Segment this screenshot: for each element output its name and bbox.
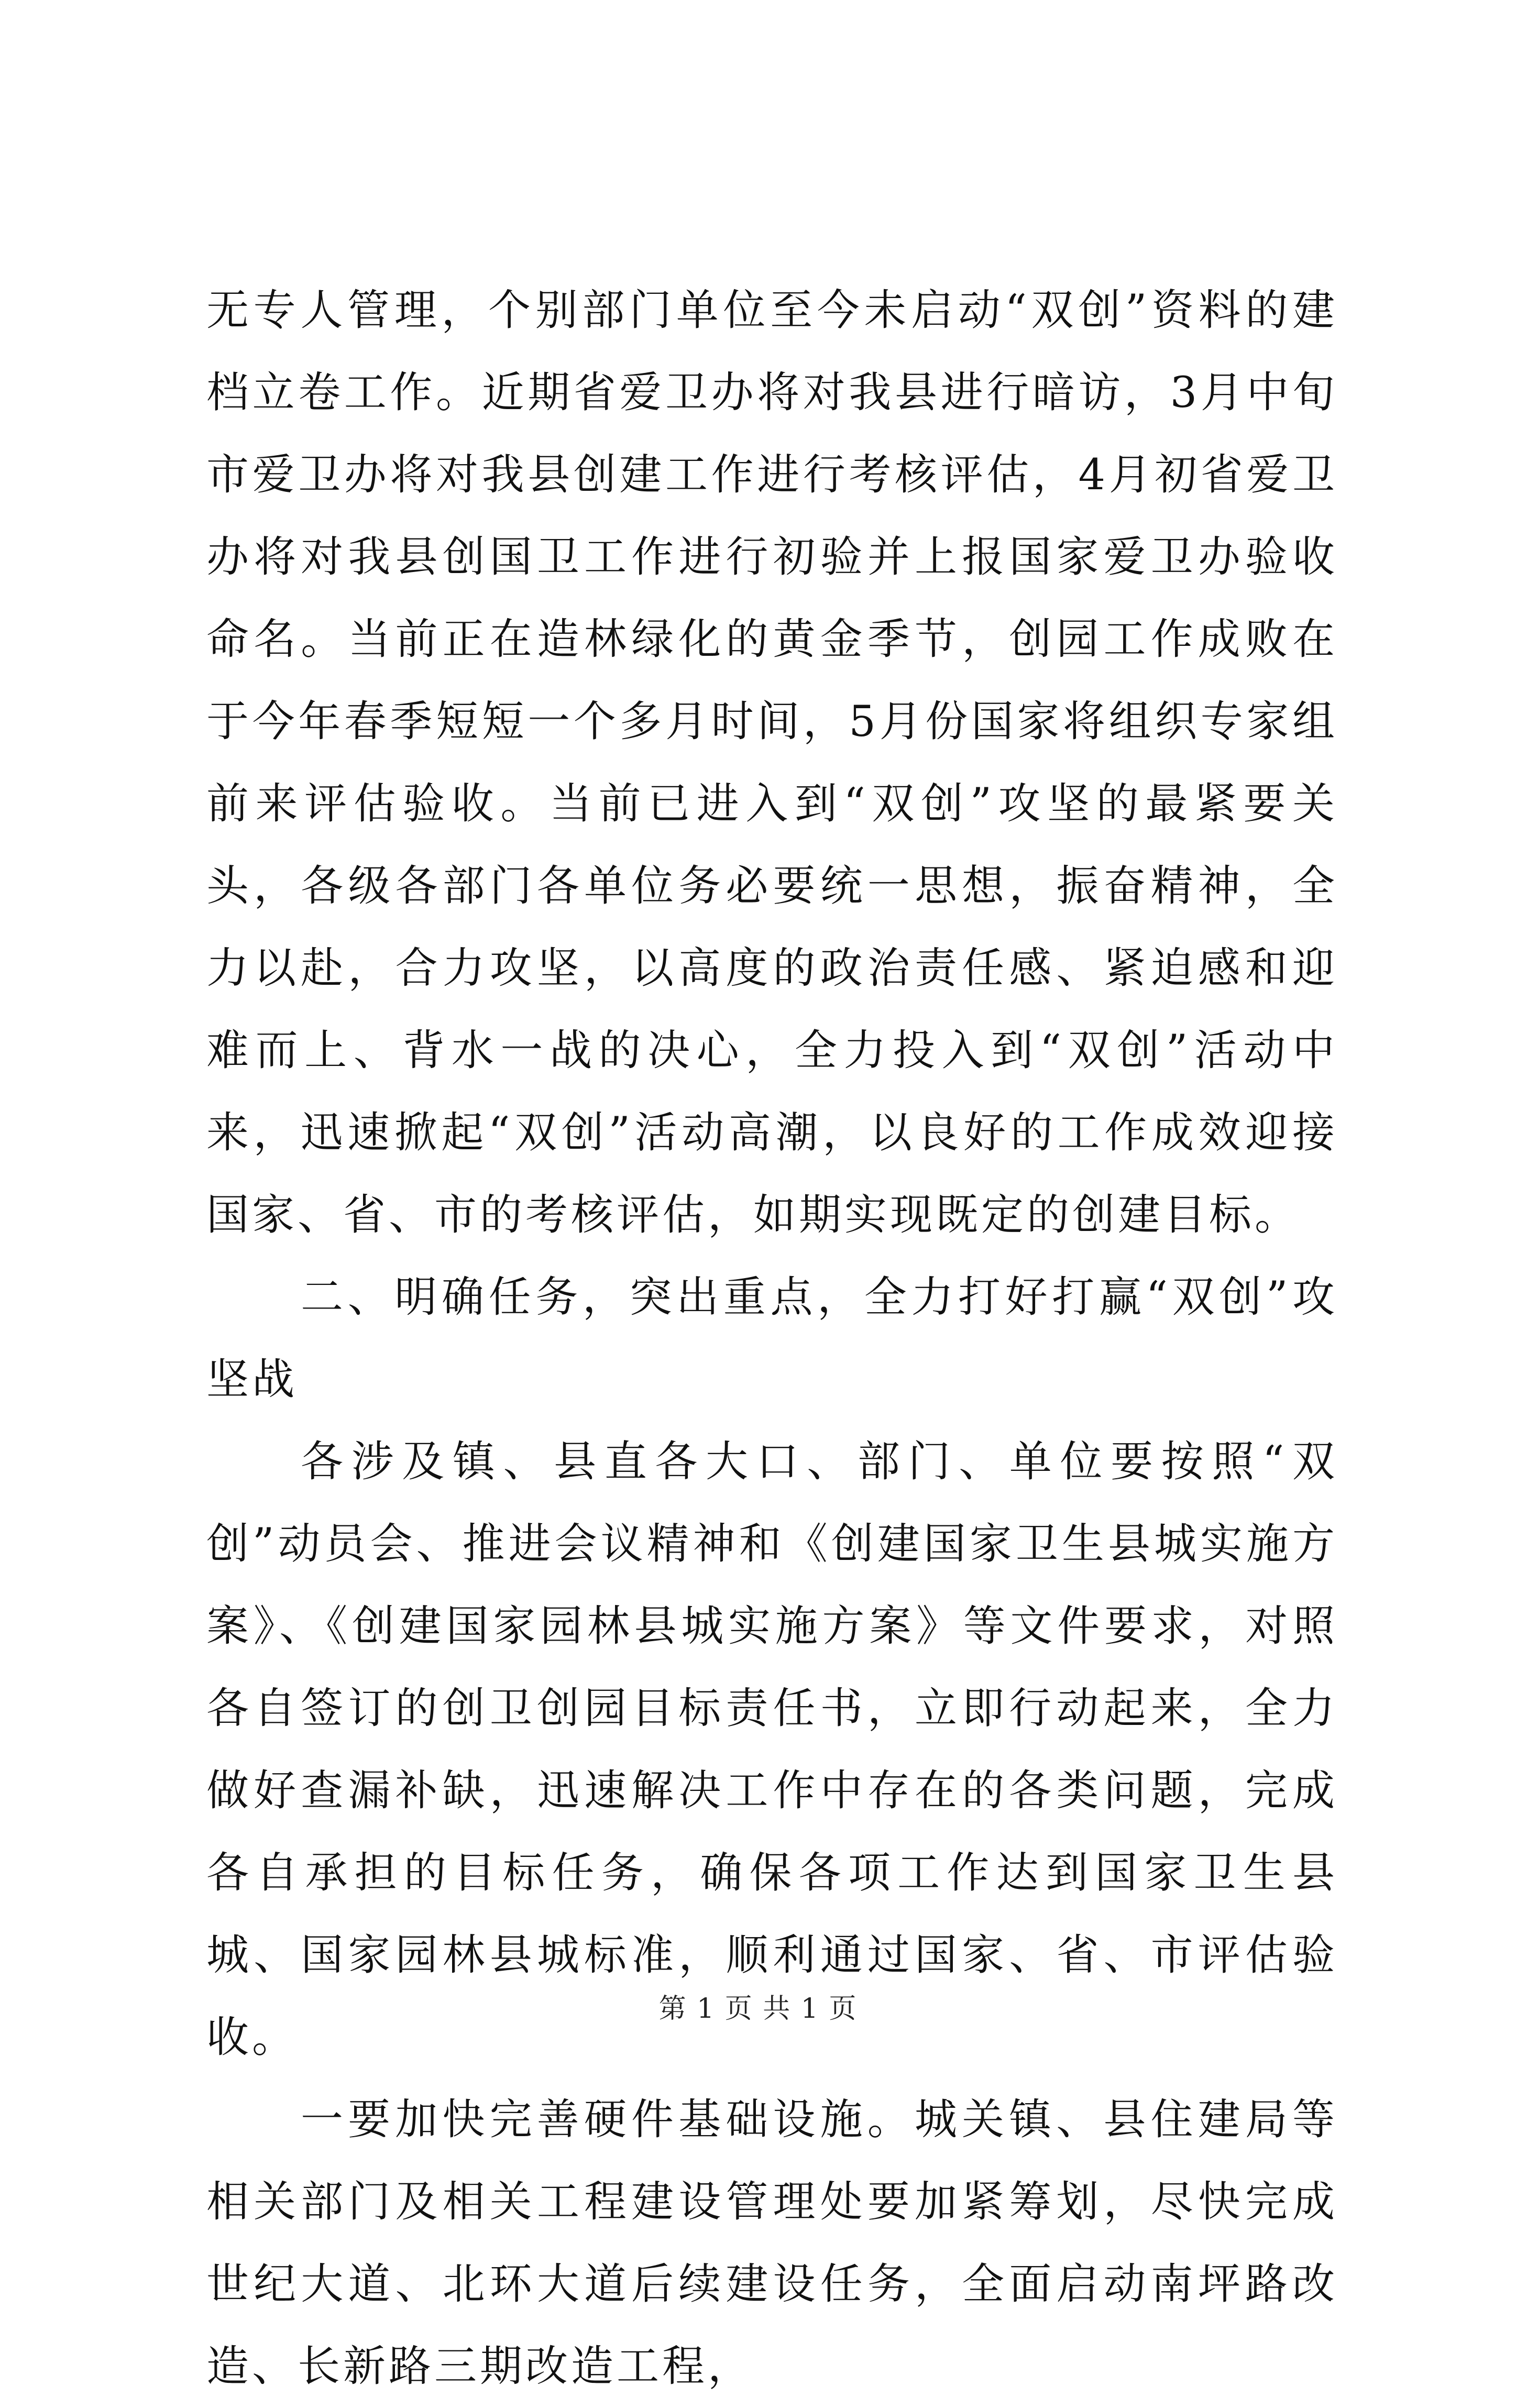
paragraph-continuation: 无专人管理，个别部门单位至今未启动“双创”资料的建档立卷工作。近期省爱卫办将对我县进行暗访，3月中旬市爱卫办将对我县创建工作进行考核评估，4月初省爱卫办将对我县创国卫工作进行初验并上报国家爱卫办验收命名。当前正在造林绿化的黄金季节，创园工作成败在于今年春季短短一个多月时间，5月份国家将组织专家组前来评估验收。当前已进入到“双创”攻坚的最紧要关头，各级各部门各单位务必要统一思想，振奋精神，全力以赴，合力攻坚，以高度的政治责任感、紧迫感和迎难而上、背水一战的决心，全力投入到“双创”活动中来，迅速掀起“双创”活动高潮，以良好的工作成效迎接国家、省、市的考核评估，如期实现既定的创建目标。	[206, 286, 1338, 1240]
page-footer: 第 1 页 共 1 页	[658, 1993, 858, 2025]
paragraph-infrastructure: 一要加快完善硬件基础设施。城关镇、县住建局等相关部门及相关工程建设管理处要加紧筹划，尽快完成世纪大道、北环大道后续建设任务，全面启动南坪路改造、长新路三期改造工程，	[206, 2095, 1338, 2391]
document-body	[206, 270, 1338, 2408]
paragraph-tasks: 各涉及镇、县直各大口、部门、单位要按照“双创”动员会、推进会议精神和《创建国家卫生县城实施方案》、《创建国家园林县城实施方案》等文件要求，对照各自签订的创卫创园目标责任书，立即行动起来，全力做好查漏补缺，迅速解决工作中存在的各类问题，完成各自承担的目标任务，确保各项工作达到国家卫生县城、国家园林县城标准，顺利通过国家、省、市评估验收。	[206, 1437, 1338, 2062]
section-heading: 二、明确任务，突出重点，全力打好打赢“双创”攻坚战	[206, 1273, 1338, 1404]
